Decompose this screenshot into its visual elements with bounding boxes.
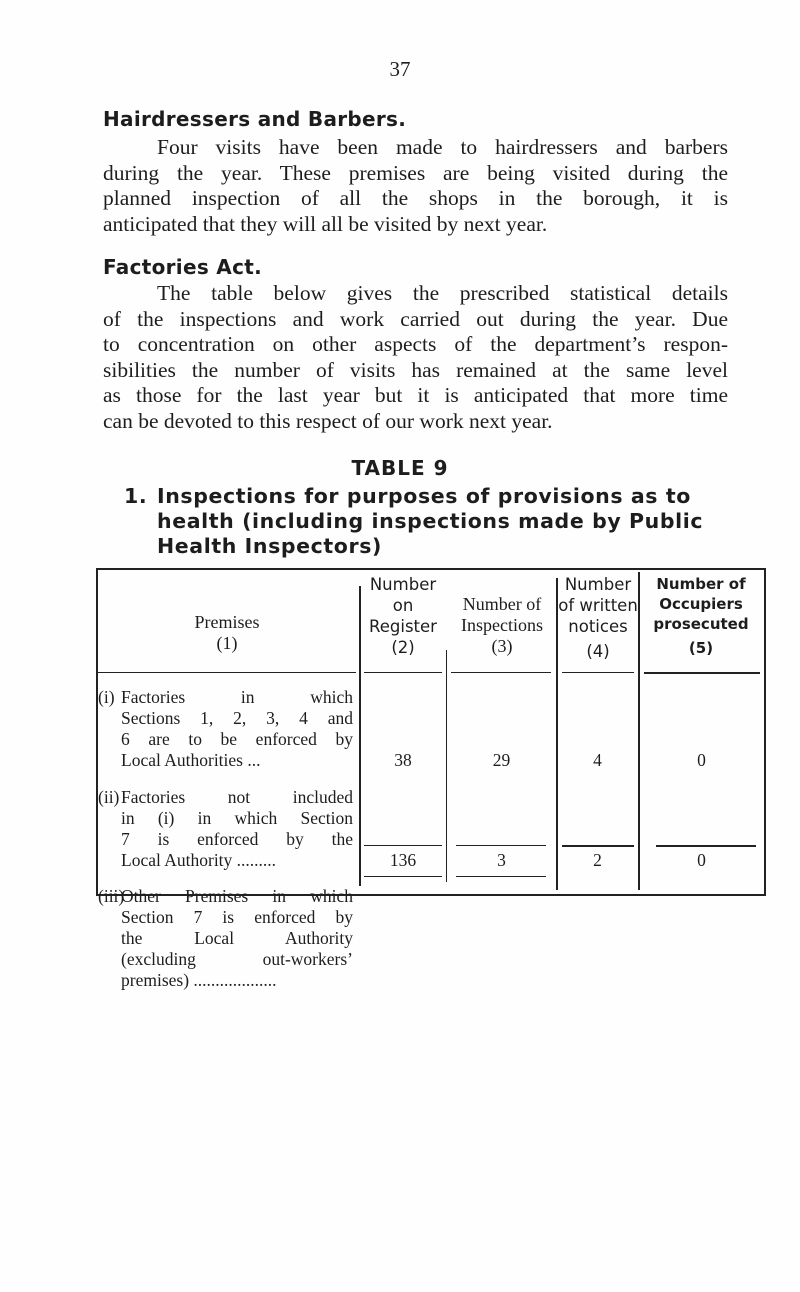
cell-notices: 4 <box>593 750 602 770</box>
cell-inspections: 29 <box>492 750 511 770</box>
header-premises: Premises (1) <box>194 612 260 653</box>
paragraph-line: sibilities the number of visits has remained at the same level <box>103 357 728 382</box>
section-title-line: Inspections for purposes of provisions as to <box>157 484 691 508</box>
paragraph-line: The table below gives the prescribed statistical details <box>157 281 728 305</box>
cell-inspections: 3 <box>497 850 506 870</box>
cell-prosecuted: 0 <box>697 850 706 870</box>
factories-heading: Factories Act. <box>103 255 262 279</box>
cell-notices: 2 <box>593 850 602 870</box>
paragraph-line: during the year. These premises are being visited during the <box>103 160 728 185</box>
paragraph-line: can be devoted to this respect of our work next year. <box>103 408 553 433</box>
paragraph-line: planned inspection of all the shops in the borough, it is <box>103 186 728 210</box>
paragraph-line: to concentration on other aspects of the department’s respon- <box>103 332 728 356</box>
hairdressers-paragraph <box>103 135 728 237</box>
paragraph-line: anticipated that they will all be visited by next year. <box>103 211 548 236</box>
table-lower-rows <box>96 568 766 898</box>
header-inspections: Number of Inspections (3) <box>461 594 543 656</box>
row-number: (i) <box>98 687 115 707</box>
cell-register: 38 <box>394 750 412 770</box>
cell-register: 136 <box>389 850 417 870</box>
row-number: (iii) <box>98 886 125 906</box>
hairdressers-heading: Hairdressers and Barbers. <box>103 107 407 131</box>
header-notices: Number of written notices (4) <box>558 575 638 661</box>
header-prosecuted: Number of Occupiers prosecuted (5) <box>653 575 749 657</box>
cell-prosecuted: 0 <box>697 750 706 770</box>
section-title-line: health (including inspections made by Public <box>157 509 704 533</box>
header-register: Number on Register (2) <box>369 575 437 657</box>
paragraph-line: of the inspections and work carried out during the year. Due <box>103 306 728 331</box>
factories-paragraph <box>103 281 728 434</box>
paragraph-line: as those for the last year but it is anticipated that more time <box>103 383 728 407</box>
table-title: TABLE 9 <box>351 456 449 480</box>
table-row: (i) Factories in which Sections 1, 2, 3, 4 and 6 are to be enforced by Local Authorities ... <box>98 687 353 770</box>
page-number: 37 <box>389 57 411 81</box>
paragraph-line: Four visits have been made to hairdressers and barbers <box>157 135 728 159</box>
section-title-line: Health Inspectors) <box>157 534 382 558</box>
section-number: 1. <box>124 484 148 508</box>
table-row: (ii) Factories not included in (i) in which Section 7 is enforced by the Local Authority ......... <box>98 787 353 870</box>
row-number: (ii) <box>98 787 120 807</box>
section-title <box>124 484 704 559</box>
table-row: (iii) Other Premises in which Section 7 is enforced by the Local Authority (excluding out-workers’ premises) ................... <box>98 886 353 990</box>
